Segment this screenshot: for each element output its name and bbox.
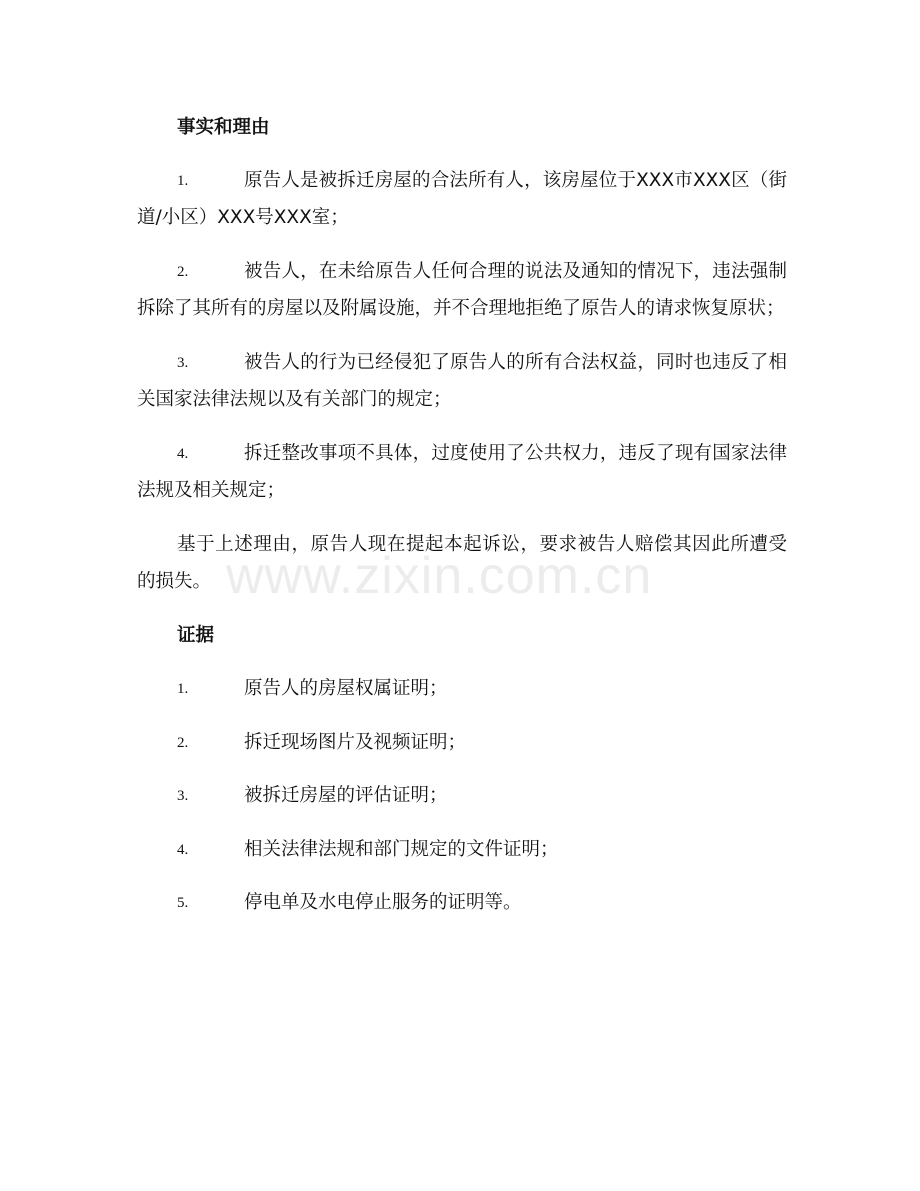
watermark: www.zixin.com.cn — [226, 547, 653, 605]
evidence-item-number: 5. — [177, 895, 189, 911]
evidence-item — [137, 671, 787, 708]
conclusion-paragraph: 基于上述理由，原告人现在提起本起诉讼，要求被告人赔偿其因此所遭受的损失。 — [137, 534, 787, 592]
fact-item-text: 拆迁整改事项不具体，过度使用了公共权力，违反了现有国家法律法规及相关规定； — [137, 443, 787, 501]
evidence-item-text: 拆迁现场图片及视频证明； — [244, 731, 467, 753]
evidence-item-number: 3. — [177, 788, 189, 804]
fact-item-text: 被告人，在未给原告人任何合理的说法及通知的情况下，违法强制拆除了其所有的房屋以及附属设施，并不合理地拒绝了原告人的请求恢复原状； — [137, 261, 787, 319]
evidence-item — [137, 778, 787, 815]
fact-item — [137, 163, 787, 236]
evidence-item-text: 被拆迁房屋的评估证明； — [244, 785, 448, 806]
fact-item — [137, 254, 787, 327]
evidence-item-number: 1. — [177, 681, 189, 697]
fact-item-number: 2. — [177, 264, 189, 280]
fact-item-number: 4. — [177, 446, 189, 462]
evidence-item-text: 相关法律法规和部门规定的文件证明； — [244, 838, 559, 860]
evidence-item-number: 2. — [177, 734, 189, 751]
fact-item-text: 被告人的行为已经侵犯了原告人的所有合法权益，同时也违反了相关国家法律法规以及有关部门的规定； — [137, 352, 787, 410]
fact-item — [137, 345, 787, 418]
evidence-item — [137, 725, 787, 762]
fact-item-number: 1. — [177, 173, 189, 189]
evidence-item-text: 停电单及水电停止服务的证明等。 — [244, 892, 522, 913]
fact-item — [137, 436, 787, 509]
fact-item-number: 3. — [177, 355, 189, 371]
section-heading-facts: 事实和理由 — [177, 117, 270, 138]
section-heading-evidence: 证据 — [177, 625, 215, 646]
fact-item-text: 原告人是被拆迁房屋的合法所有人，该房屋位于XXX市XXX区（街道/小区）XXX号XXX室； — [137, 170, 787, 228]
evidence-item-number: 4. — [177, 841, 189, 858]
evidence-item — [137, 885, 787, 922]
evidence-item-text: 原告人的房屋权属证明； — [244, 678, 448, 699]
evidence-item — [137, 832, 787, 869]
document-body — [137, 110, 787, 922]
